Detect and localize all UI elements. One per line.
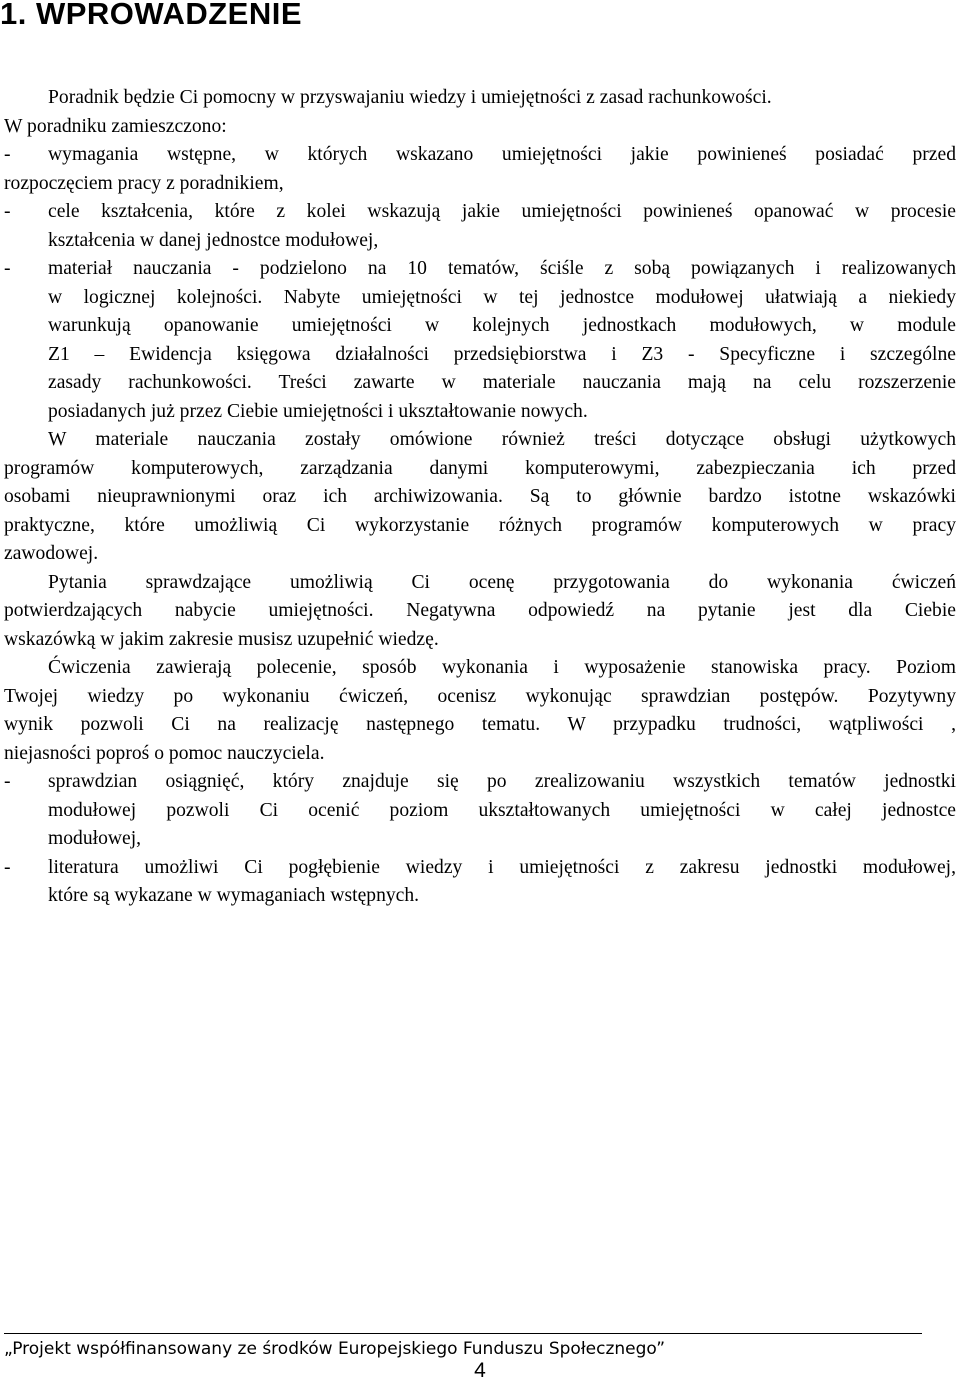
list-item-text: materiał nauczania - podzielono na 10 tematów, ściśle z sobą powiązanych i realizowanych [48, 258, 956, 279]
list-item-line [4, 255, 956, 284]
paragraph-line: praktyczne, które umożliwią Ci wykorzystanie różnych programów komputerowych w pracy [4, 514, 956, 536]
list-item-continuation: modułowej pozwoli Ci ocenić poziom ukształtowanych umiejętności w całej jednostce [48, 799, 956, 821]
paragraph-line: zawodowej. [4, 543, 99, 564]
list-item-text: literatura umożliwi Ci pogłębienie wiedzy i umiejętności z zakresu jednostki modułowej, [48, 856, 956, 878]
paragraph-line: W poradniku zamieszczono: [4, 115, 227, 137]
list-dash: - [4, 201, 11, 222]
list-dash: - [4, 258, 11, 279]
paragraph-line: wynik pozwoli Ci na realizację następnego tematu. W przypadku trudności, wątpliwości , [4, 714, 956, 735]
list-item-text: sprawdzian osiągnięć, który znajduje się po zrealizowaniu wszystkich tematów jednostki [48, 771, 956, 792]
paragraph-line: Ćwiczenia zawierają polecenie, sposób wykonania i wyposażenie stanowiska pracy. Poziom [48, 657, 956, 678]
list-item-text: wymagania wstępne, w których wskazano umiejętności jakie powinieneś posiadać przed [48, 144, 956, 165]
list-item-line [4, 198, 956, 227]
paragraph-line: niejasności poproś o pomoc nauczyciela. [4, 742, 325, 764]
list-item-continuation: modułowej, [48, 828, 142, 849]
list-dash: - [4, 144, 11, 165]
paragraph-line: rozpoczęciem pracy z poradnikiem, [4, 172, 284, 194]
list-dash: - [4, 856, 11, 878]
paragraph-line: programów komputerowych, zarządzania danymi komputerowymi, zabezpieczania ich przed [4, 457, 956, 479]
paragraph-line: Twojej wiedzy po wykonaniu ćwiczeń, ocenisz wykonując sprawdzian postępów. Pozytywny [4, 685, 956, 707]
page-title: 1. WPROWADZENIE [0, 0, 303, 31]
paragraph-line: wskazówką w jakim zakresie musisz uzupełnić wiedzę. [4, 628, 439, 650]
list-dash: - [4, 771, 11, 792]
list-item-line [4, 141, 956, 170]
list-item-continuation: posiadanych już przez Ciebie umiejętności i ukształtowanie nowych. [48, 400, 588, 422]
list-item-continuation: które są wykazane w wymaganiach wstępnych. [48, 885, 420, 906]
list-item-continuation: w logicznej kolejności. Nabyte umiejętności w tej jednostce modułowej ułatwiają a niekiedy [48, 286, 956, 308]
list-item-continuation: Z1 – Ewidencja księgowa działalności przedsiębiorstwa i Z3 - Specyficzne i szczególne [48, 343, 956, 365]
paragraph-line: Poradnik będzie Ci pomocny w przyswajaniu wiedzy i umiejętności z zasad rachunkowości. [48, 87, 772, 108]
paragraph-line: osobami nieuprawnionymi oraz ich archiwizowania. Są to głównie bardzo istotne wskazówki [4, 486, 956, 507]
list-item-line [4, 768, 956, 797]
list-item-continuation: W materiale nauczania zostały omówione również treści dotyczące obsługi użytkowych [48, 429, 956, 450]
list-item-continuation: zasady rachunkowości. Treści zawarte w materiale nauczania mają na celu rozszerzenie [48, 372, 956, 393]
paragraph-line: potwierdzających nabycie umiejętności. Negatywna odpowiedź na pytanie jest dla Ciebie [4, 600, 956, 621]
document-body [4, 84, 956, 911]
footer-divider [4, 1333, 922, 1334]
list-item-line [4, 854, 956, 883]
page-number: 4 [474, 1359, 486, 1382]
list-item-continuation: kształcenia w danej jednostce modułowej, [48, 229, 379, 251]
footer-funding-note: „Projekt współfinansowany ze środków Europejskiego Funduszu Społecznego” [4, 1339, 666, 1359]
list-item-continuation: warunkują opanowanie umiejętności w kolejnych jednostkach modułowych, w module [48, 315, 956, 336]
list-item-text: cele kształcenia, które z kolei wskazują jakie umiejętności powinieneś opanować w procesie [48, 201, 956, 222]
paragraph-line: Pytania sprawdzające umożliwią Ci ocenę przygotowania do wykonania ćwiczeń [48, 571, 956, 593]
